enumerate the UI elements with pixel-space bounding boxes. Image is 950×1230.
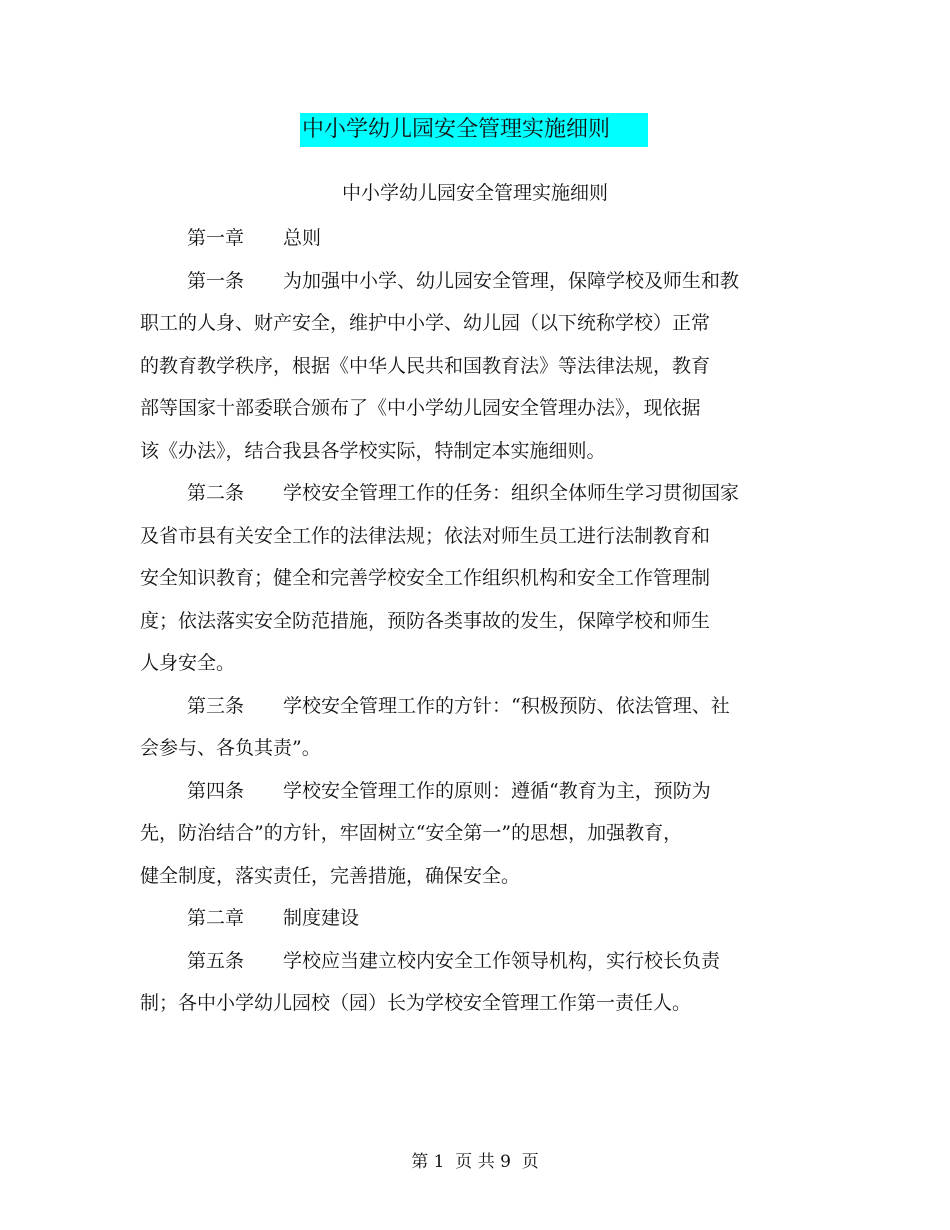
article-3	[140, 685, 780, 770]
article-line: 学校安全管理工作的方针：“积极预防、依法管理、社	[283, 694, 730, 717]
article-2	[140, 472, 780, 685]
document-title: 中小学幼儿园安全管理实施细则	[341, 182, 608, 204]
chapter-label: 第二章	[187, 907, 245, 929]
document-body	[140, 217, 780, 1025]
article-line: 的教育教学秩序，根据《中华人民共和国教育法》等法律法规，教育	[140, 354, 711, 377]
article-line: 该《办法》，结合我县各学校实际，特制定本实施细则。	[140, 439, 606, 462]
article-line: 制；各中小学幼儿园校（园）长为学校安全管理工作第一责任人。	[140, 992, 692, 1014]
article-line: 健全制度，落实责任，完善措施，确保安全。	[140, 864, 521, 887]
article-label: 第四条	[187, 779, 245, 802]
article-line: 部等国家十部委联合颁布了《中小学幼儿园安全管理办法》，现依据	[140, 397, 701, 419]
article-1	[140, 260, 780, 473]
article-line: 职工的人身、财产安全，维护中小学、幼儿园（以下统称学校）正常	[140, 312, 711, 334]
chapter-heading-2	[140, 897, 780, 940]
page-number-footer: 第 1 页 共 9 页	[411, 1152, 539, 1172]
chapter-label: 第一章	[187, 227, 245, 249]
article-label: 第一条	[187, 269, 245, 292]
chapter-title: 制度建设	[283, 907, 360, 929]
article-line: 人身安全。	[140, 652, 236, 674]
article-line: 为加强中小学、幼儿园安全管理，保障学校及师生和教	[283, 269, 740, 292]
article-label: 第三条	[187, 694, 245, 717]
highlighted-header-title: 中小学幼儿园安全管理实施细则	[300, 113, 648, 147]
article-label: 第二条	[187, 482, 245, 504]
article-line: 学校安全管理工作的原则：遵循“教育为主，预防为	[283, 779, 711, 802]
article-line: 会参与、各负其责”。	[140, 737, 321, 759]
article-line: 安全知识教育；健全和完善学校安全工作组织机构和安全工作管理制	[140, 567, 711, 589]
chapter-title: 总则	[283, 227, 322, 249]
article-line: 及省市县有关安全工作的法律法规；依法对师生员工进行法制教育和	[140, 524, 711, 547]
article-line: 学校安全管理工作的任务：组织全体师生学习贯彻国家	[283, 482, 740, 504]
article-4	[140, 770, 780, 898]
article-line: 度；依法落实安全防范措施，预防各类事故的发生，保障学校和师生	[140, 609, 711, 632]
article-5	[140, 940, 780, 1025]
article-line: 学校应当建立校内安全工作领导机构，实行校长负责	[283, 949, 721, 972]
chapter-heading-1	[140, 217, 780, 260]
article-line: 先，防治结合”的方针，牢固树立“安全第一”的思想，加强教育，	[140, 822, 683, 844]
article-label: 第五条	[187, 949, 245, 972]
